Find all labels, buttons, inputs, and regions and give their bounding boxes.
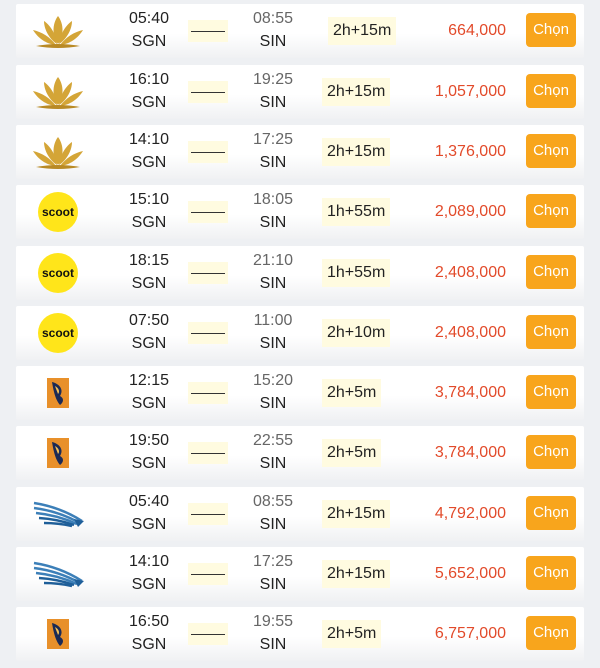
arrival-time: 11:00	[253, 312, 293, 329]
fare-price: 2,408,000	[434, 264, 506, 281]
departure-airport: SGN	[131, 576, 167, 593]
fare-price: 5,652,000	[434, 565, 506, 582]
select-flight-button[interactable]: Chọn	[526, 315, 576, 349]
departure	[121, 188, 177, 234]
fare-price: 2,408,000	[434, 324, 506, 341]
vietnam-airlines-lotus-icon	[30, 69, 86, 115]
arrival-airport: SIN	[259, 154, 287, 171]
arrival-time: 17:25	[252, 553, 294, 570]
arrival	[244, 369, 302, 415]
departure-airport: SGN	[131, 275, 167, 292]
garuda-indonesia-bird-icon	[30, 491, 86, 537]
fare-price: 2,089,000	[434, 203, 506, 220]
arrival-airport: SIN	[259, 455, 287, 472]
arrival	[244, 309, 302, 355]
arrival-airport: SIN	[259, 576, 287, 593]
flight-duration: 2h+5m	[322, 620, 381, 648]
flight-row	[16, 4, 584, 58]
fare-price: 1,057,000	[434, 83, 506, 100]
arrival-airport: SIN	[259, 636, 287, 653]
departure-time: 05:40	[128, 493, 170, 510]
departure-airport: SGN	[131, 214, 167, 231]
flight-row	[16, 487, 584, 541]
select-flight-button[interactable]: Chọn	[526, 496, 576, 530]
garuda-indonesia-bird-icon	[30, 551, 86, 597]
route-line	[188, 201, 228, 223]
arrival	[244, 188, 302, 234]
flight-row	[16, 185, 584, 239]
scoot-logo-icon	[30, 310, 86, 356]
select-flight-button[interactable]: Chọn	[526, 556, 576, 590]
departure	[121, 369, 177, 415]
flight-duration: 2h+15m	[322, 78, 390, 106]
route-line	[188, 563, 228, 585]
flight-row	[16, 426, 584, 480]
arrival-time: 15:20	[252, 372, 294, 389]
arrival	[244, 490, 302, 536]
flight-row	[16, 547, 584, 601]
arrival-airport: SIN	[259, 33, 287, 50]
flight-duration: 2h+5m	[322, 379, 381, 407]
departure	[121, 128, 177, 174]
departure-time: 07:50	[128, 312, 170, 329]
scoot-logo-text: scoot	[41, 266, 75, 280]
departure	[121, 7, 177, 53]
fare-price: 3,784,000	[434, 384, 506, 401]
route-line	[188, 623, 228, 645]
departure-airport: SGN	[131, 154, 167, 171]
route-line	[188, 503, 228, 525]
route-line	[188, 262, 228, 284]
select-flight-button[interactable]: Chọn	[526, 616, 576, 650]
arrival-airport: SIN	[259, 335, 287, 352]
arrival-airport: SIN	[259, 275, 287, 292]
vietnam-airlines-lotus-icon	[30, 8, 86, 54]
arrival-airport: SIN	[259, 94, 287, 111]
select-flight-button[interactable]: Chọn	[526, 375, 576, 409]
arrival-airport: SIN	[259, 395, 287, 412]
singapore-airlines-bird-icon	[30, 430, 86, 476]
departure-airport: SGN	[131, 516, 167, 533]
select-flight-button[interactable]: Chọn	[526, 255, 576, 289]
flight-duration: 2h+15m	[322, 138, 390, 166]
arrival-airport: SIN	[259, 214, 287, 231]
departure-airport: SGN	[131, 335, 167, 352]
departure	[121, 429, 177, 475]
flight-duration: 1h+55m	[322, 259, 390, 287]
flight-duration: 2h+5m	[322, 439, 381, 467]
departure-time: 18:15	[128, 252, 170, 269]
departure-airport: SGN	[131, 94, 167, 111]
flight-row	[16, 306, 584, 360]
departure	[121, 309, 177, 355]
arrival-airport: SIN	[259, 516, 287, 533]
departure-time: 05:40	[128, 10, 170, 27]
scoot-logo-text: scoot	[41, 205, 75, 219]
flight-duration: 1h+55m	[322, 198, 390, 226]
route-line	[188, 141, 228, 163]
departure	[121, 68, 177, 114]
select-flight-button[interactable]: Chọn	[526, 194, 576, 228]
departure-airport: SGN	[131, 455, 167, 472]
singapore-airlines-bird-icon	[30, 611, 86, 657]
arrival-time: 19:55	[252, 613, 294, 630]
departure-time: 19:50	[128, 432, 170, 449]
scoot-logo-text: scoot	[41, 326, 75, 340]
select-flight-button[interactable]: Chọn	[526, 134, 576, 168]
departure-time: 16:50	[128, 613, 170, 630]
route-line	[188, 322, 228, 344]
fare-price: 3,784,000	[434, 444, 506, 461]
arrival-time: 08:55	[252, 493, 294, 510]
fare-price: 4,792,000	[434, 505, 506, 522]
arrival	[244, 249, 302, 295]
arrival	[244, 429, 302, 475]
select-flight-button[interactable]: Chọn	[526, 74, 576, 108]
route-line	[188, 382, 228, 404]
scoot-logo-icon	[30, 250, 86, 296]
departure-airport: SGN	[131, 395, 167, 412]
arrival-time: 17:25	[252, 131, 294, 148]
select-flight-button[interactable]: Chọn	[526, 13, 576, 47]
arrival	[244, 128, 302, 174]
flight-row	[16, 125, 584, 179]
departure	[121, 249, 177, 295]
arrival-time: 08:55	[252, 10, 294, 27]
departure-time: 16:10	[128, 71, 170, 88]
scoot-logo-icon	[30, 189, 86, 235]
route-line	[188, 81, 228, 103]
flight-row	[16, 366, 584, 420]
arrival	[244, 7, 302, 53]
arrival-time: 19:25	[252, 71, 294, 88]
flight-duration: 2h+10m	[322, 319, 390, 347]
route-line	[188, 442, 228, 464]
flight-duration: 2h+15m	[322, 560, 390, 588]
fare-price: 6,757,000	[434, 625, 506, 642]
departure	[121, 610, 177, 656]
departure	[121, 550, 177, 596]
departure	[121, 490, 177, 536]
fare-price: 1,376,000	[434, 143, 506, 160]
arrival-time: 21:10	[252, 252, 294, 269]
departure-time: 14:10	[128, 553, 170, 570]
departure-time: 15:10	[128, 191, 170, 208]
vietnam-airlines-lotus-icon	[30, 129, 86, 175]
flight-duration: 2h+15m	[328, 17, 396, 45]
fare-price: 664,000	[448, 22, 506, 39]
flight-row	[16, 65, 584, 119]
arrival	[244, 68, 302, 114]
route-line	[188, 20, 228, 42]
departure-time: 14:10	[128, 131, 170, 148]
flight-row	[16, 246, 584, 300]
singapore-airlines-bird-icon	[30, 370, 86, 416]
arrival-time: 22:55	[252, 432, 294, 449]
departure-airport: SGN	[131, 33, 167, 50]
arrival-time: 18:05	[252, 191, 294, 208]
arrival	[244, 610, 302, 656]
departure-airport: SGN	[131, 636, 167, 653]
departure-time: 12:15	[128, 372, 170, 389]
flight-row	[16, 607, 584, 661]
select-flight-button[interactable]: Chọn	[526, 435, 576, 469]
flight-duration: 2h+15m	[322, 500, 390, 528]
arrival	[244, 550, 302, 596]
